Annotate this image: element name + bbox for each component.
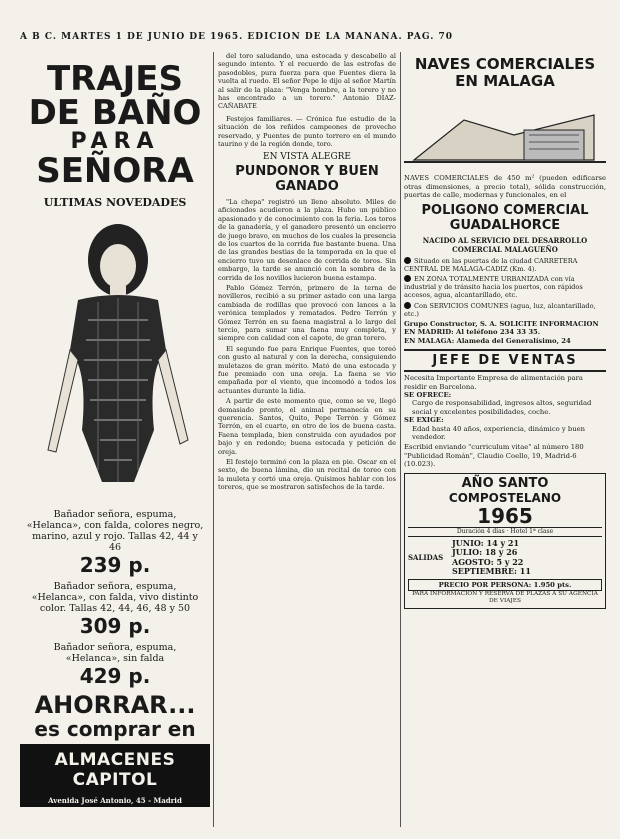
ano-santo-ad xyxy=(404,473,606,609)
classified-ads-column xyxy=(404,52,606,827)
ano-santo-tag: Duración 4 días · Hotel 1ª clase xyxy=(408,527,602,537)
ano-santo-line2: COMPOSTELANO xyxy=(448,490,562,505)
jefe-ventas-intro: Necesita Importante Empresa de alimentación para residir en Barcelona. xyxy=(404,374,583,391)
naves-title-2: EN MALAGA xyxy=(455,72,555,90)
salida-3: AGOSTO: 5 y 22 xyxy=(452,556,524,567)
ano-santo-year: 1965 xyxy=(477,503,533,528)
warehouse-illustration xyxy=(404,90,606,170)
salida-1: JUNIO: 14 y 21 xyxy=(452,537,520,548)
poligono-contact: Grupo Constructor, S. A. SOLICITE INFORMACION EN MADRID: Al teléfono 234 33 35. xyxy=(404,319,599,337)
ano-santo-info: PARA INFORMACION Y RESERVA DE PLAZAS A SU AGENCIA DE VIAJES xyxy=(412,590,598,604)
poligono-name-2: GUADALHORCE xyxy=(449,217,561,233)
jefe-ventas-contact: Escribid enviando "curriculum vitae" al número 180 "Publicidad Román", Claudio Coello, 19, Madrid-6 (10.023). xyxy=(404,443,584,469)
section-label: EN VISTA ALEGRE xyxy=(263,152,351,163)
store-banner xyxy=(20,744,210,796)
slogan-line2: es comprar en xyxy=(34,717,196,741)
item-price-2: 309 p. xyxy=(79,614,151,638)
item-description-3: Bañador señora, espuma, «Helanca», sin falda xyxy=(53,642,177,664)
article-paragraph-4: A partir de este momento que, como se ve, llegó demasiado pronto, el animal permanecía en su querencia. Santos, Quito, Pepe Terrón y Gómez Terrón, en el cuarto, en otro de los de buena casta. Faena templada, bien construida con ayudados por bajo y en redondo; buena estocada y petición de oreja. xyxy=(218,397,396,456)
requirements-label: SE EXIGE: xyxy=(404,416,444,425)
naves-title-1: NAVES COMERCIALES xyxy=(414,55,596,73)
bullet-icon xyxy=(404,257,411,264)
item-description-2: Bañador señora, espuma, «Helanca», con falda, vivo distinto color. Tallas 42, 44, 46, 48 y 50 xyxy=(31,581,199,614)
salidas-list xyxy=(452,539,531,577)
item-description-1: Bañador señora, espuma, «Helanca», con falda, colores negro, marino, azul y rojo. Tallas 42, 44 y 46 xyxy=(26,509,204,553)
jefe-ventas-banner xyxy=(404,349,606,372)
ad-title-line2: DE BAÑO xyxy=(28,93,202,133)
article-headline: PUNDONOR Y BUEN GANADO xyxy=(235,163,379,194)
article-paragraph-1: "La chepa" registró un lleno absoluto. Miles de aficionados acudieron a la plaza. Hubo un público apasionado y de conocimiento con la feria. Los toros de la ganadería, y el ganadero presentó un encierro de juego bravo, en muchos de los cuales la presencia de los cuartos de la corrida fue bastante buena. Una de las grandes bestias de la temporada en la que el encierro tuvo un desenlace de corrida de toros. Sin embargo, la tarde se anunció con la sombra de la corrida de los novillos lucieron buena estampa. xyxy=(218,197,396,282)
store-address: Avenida José Antonio, 45 - Madrid xyxy=(20,796,210,807)
column-divider xyxy=(213,52,214,827)
ano-santo-dates xyxy=(408,539,602,577)
ad-subtitle: ULTIMAS NOVEDADES xyxy=(43,196,187,209)
bullet-3: Con SERVICIOS COMUNES (agua, luz, alcantarillado, etc.) xyxy=(404,301,596,318)
column-divider xyxy=(400,52,401,827)
offer-label: SE OFRECE: xyxy=(404,390,452,399)
bullet-2: EN ZONA TOTALMENTE URBANIZADA con vía industrial y de tránsito hacia los puertos, con rápidos accesos, agua, alcantarillado, etc. xyxy=(404,274,583,300)
item-price-3: 429 p. xyxy=(79,664,151,688)
bullet-icon xyxy=(404,275,411,282)
bullet-icon xyxy=(404,302,411,309)
salida-2: JULIO: 18 y 26 xyxy=(452,547,518,558)
poligono-malaga: EN MALAGA: Alameda del Generalísimo, 24 xyxy=(404,336,571,345)
naves-description: NAVES COMERCIALES de 450 m² (pueden edificarse otras dimensiones, a precio total), sólida construcción, puertas de calle, modernas y funcionales, en el xyxy=(404,174,606,199)
ad-title-line1: TRAJES xyxy=(46,59,184,99)
salida-4: SEPTIEMBRE: 11 xyxy=(452,566,531,577)
bullet-1: Situado en las puertas de la ciudad CARRETERA CENTRAL DE MALAGA-CADIZ (Km. 4). xyxy=(404,256,578,273)
ad-title-line4: SEÑORA xyxy=(36,151,194,191)
article-note: Festejos familiares. — Crónica fue estudio de la situación de los reñidos campeones de provecho reservado, y Puentes de punto torrero en el mundo taurino y de la región donde, toro. xyxy=(218,114,396,149)
page-header: A B C. MARTES 1 DE JUNIO DE 1965. EDICION DE LA MAÑANA. PAG. 70 xyxy=(20,32,453,42)
poligono-name-1: POLIGONO COMERCIAL xyxy=(421,202,589,218)
offer-text: Cargo de responsabilidad, ingresos altos, seguridad social y excelentes posibilidades, coche. xyxy=(412,399,592,416)
ano-santo-line1: AÑO SANTO xyxy=(461,475,549,491)
poligono-bullets xyxy=(404,257,606,318)
salidas-label: SALIDAS xyxy=(408,553,444,563)
article-paragraph-3: El segundo fue para Enrique Fuentes, que toreó con gusto al natural y con la derecha, consiguiendo muletazos de gran mérito. Mató de una estocada y fue premiado con una oreja. La faena se vio empañada por el viento, que incomodó a todos los actuantes durante la lidia. xyxy=(218,344,396,395)
jefe-ventas-title: JEFE DE VENTAS xyxy=(432,353,578,369)
store-name: ALMACENES CAPITOL xyxy=(54,750,176,790)
slogan-line1: AHORRAR... xyxy=(34,691,196,719)
ano-santo-price: PRECIO POR PERSONA: 1.950 pts. xyxy=(408,579,602,591)
bullfight-article xyxy=(218,52,396,827)
article-top-text: del toro saludando, una estocada y descabello al segundo intento. Y el recuerdo de las estrofas de pasodobles, pura fuerza para que Fuentes diera la vuelta al ruedo. El señor Pepe le dijo al señor Martín al salir de la plaza: "Venga hombre, a la torero y no has encontrado a un torero." Antonio DIAZ-CAÑABATE xyxy=(218,52,396,111)
swimsuit-model-illustration xyxy=(38,220,198,490)
poligono-subtitle: NACIDO AL SERVICIO DEL DESARROLLO COMERCIAL MALAGUEÑO xyxy=(422,235,588,254)
article-paragraph-2: Pablo Gómez Terrón, primero de la terna de novilleros, recibió a su primer astado con una larga cambiada de rodillas que provocó con lances a la verónica templados y rematados. Pedro Terrón y Gómez Terrón en su faena magistral a lo largo del tercio, para sumar una faena muy completa, y siempre con calidad con el capote, de gran torero. xyxy=(218,283,396,343)
article-paragraph-5: El festejo terminó con la plaza en pie. Oscar en el sexto, de buena lámina, dio un recital de toreo con la muleta y cortó una oreja. Quisimos hablar con los toreros, que se mostraron satisfechos de la tarde. xyxy=(218,458,396,492)
ad-title-line3: PARA xyxy=(70,129,160,154)
item-price-1: 239 p. xyxy=(79,553,151,577)
requirements-text: Edad hasta 40 años, experiencia, dinámico y buen vendedor. xyxy=(412,424,586,441)
jefe-ventas-body xyxy=(404,374,606,468)
